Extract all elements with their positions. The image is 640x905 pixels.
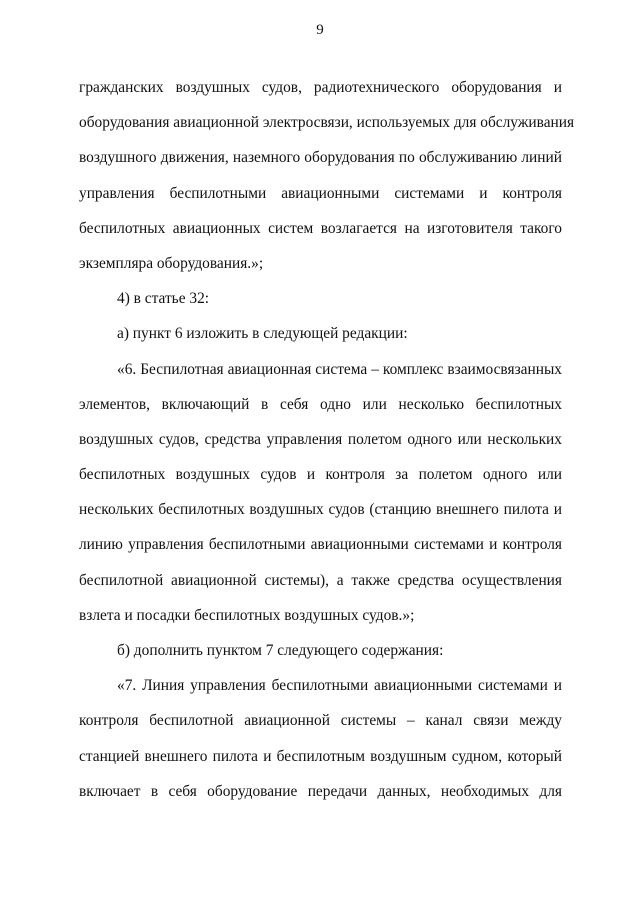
text-line: оборудования авиационной электросвязи, используемых для обслуживания — [79, 114, 575, 132]
text-line: контроля беспилотной авиационной системы – канал связи между — [79, 712, 562, 730]
text-line: станцией внешнего пилота и беспилотным воздушным судном, который — [79, 747, 562, 765]
text-line: беспилотной авиационной системы), а также средства осуществления — [79, 571, 562, 589]
text-line: включает в себя оборудование передачи данных, необходимых для — [79, 782, 562, 800]
text-line: элементов, включающий в себя одно или несколько беспилотных — [79, 395, 562, 413]
text-line: экземпляра оборудования.»; — [79, 254, 264, 272]
text-line: «6. Беспилотная авиационная система – комплекс взаимосвязанных — [117, 360, 562, 378]
text-line: «7. Линия управления беспилотными авиационными системами и — [117, 677, 562, 695]
text-line: управления беспилотными авиационными системами и контроля — [79, 184, 562, 202]
text-line: беспилотных воздушных судов и контроля за полетом одного или — [79, 466, 562, 484]
text-line: линию управления беспилотными авиационными системами и контроля — [79, 536, 562, 554]
list-item-heading: а) пункт 6 изложить в следующей редакции: — [117, 325, 408, 343]
document-body — [79, 77, 575, 816]
page-number: 9 — [316, 22, 324, 38]
text-line: воздушных судов, средства управления полетом одного или нескольких — [79, 430, 562, 448]
text-line: гражданских воздушных судов, радиотехнического оборудования и — [79, 79, 562, 96]
list-item-heading: б) дополнить пунктом 7 следующего содержания: — [117, 642, 444, 659]
list-item-heading: 4) в статье 32: — [117, 290, 210, 308]
text-line: нескольких беспилотных воздушных судов (станцию внешнего пилота и — [79, 501, 562, 519]
text-line: воздушного движения, наземного оборудования по обслуживанию линий — [79, 149, 562, 167]
text-line: взлета и посадки беспилотных воздушных судов.»; — [79, 606, 415, 624]
text-line: беспилотных авиационных систем возлагается на изготовителя такого — [79, 219, 562, 237]
